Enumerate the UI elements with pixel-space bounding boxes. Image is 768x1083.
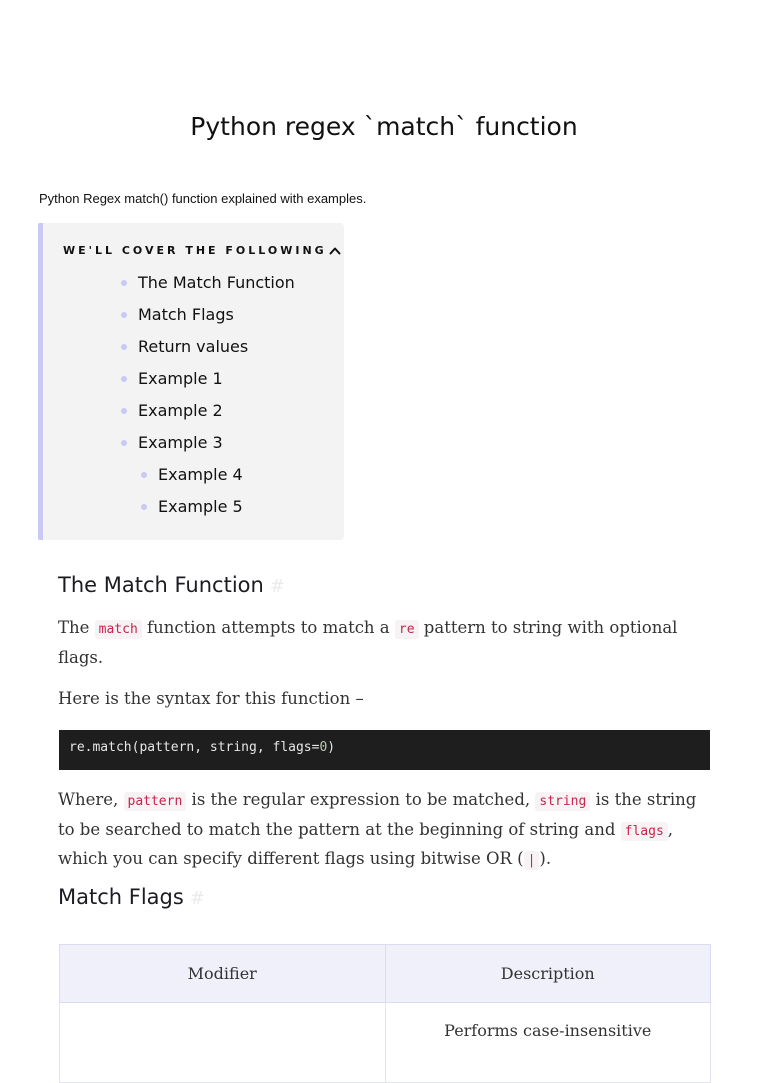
code-text: re.match(pattern, string, flags= <box>69 740 320 755</box>
text: function attempts to match a <box>141 618 395 637</box>
bullet-icon <box>121 376 127 382</box>
chevron-up-icon <box>329 245 341 257</box>
code-block[interactable] <box>59 730 710 770</box>
bullet-icon <box>121 440 127 446</box>
bullet-icon <box>121 312 127 318</box>
toc-item-example-5[interactable] <box>141 497 243 516</box>
bullet-icon <box>121 344 127 350</box>
inline-code-pattern: pattern <box>124 792 187 811</box>
toc-item-match-flags[interactable] <box>121 305 234 324</box>
text: The <box>58 618 95 637</box>
toc-item-label: Match Flags <box>138 305 234 324</box>
toc-item-label: Example 4 <box>158 465 243 484</box>
anchor-link[interactable]: # <box>189 888 205 909</box>
toc-item-the-match-function[interactable] <box>121 273 295 292</box>
toc-item-label: The Match Function <box>138 273 295 292</box>
text: pattern to string with optional flags. <box>58 618 678 667</box>
inline-code-re: re <box>395 620 419 639</box>
column-header-description: Description <box>385 945 711 1003</box>
flags-table <box>59 944 711 1083</box>
inline-code-string: string <box>535 792 590 811</box>
toc-item-return-values[interactable] <box>121 337 248 356</box>
code-text-end: ) <box>327 740 336 755</box>
bullet-icon <box>141 504 147 510</box>
where-paragraph <box>58 786 710 875</box>
toc-toggle[interactable] <box>63 244 341 257</box>
section-heading-match-flags <box>58 885 205 909</box>
toc-item-label: Example 1 <box>138 369 223 388</box>
inline-code-flags: flags <box>621 822 668 841</box>
toc-item-label: Example 5 <box>158 497 243 516</box>
inline-code-match: match <box>95 620 142 639</box>
inline-code-pipe: | <box>524 851 540 870</box>
table-cell-description: Performs case-insensitive <box>385 1003 711 1083</box>
text: Where, <box>58 790 124 809</box>
bullet-icon <box>121 408 127 414</box>
match-intro-paragraph <box>58 614 710 671</box>
text: is the string to be searched to match the pattern at the beginning of string and <box>58 790 697 839</box>
toc-header-label: WE'LL COVER THE FOLLOWING <box>63 244 327 257</box>
section-heading-match-function <box>58 573 285 597</box>
table-of-contents <box>38 223 344 540</box>
column-header-modifier: Modifier <box>60 945 386 1003</box>
text: , which you can specify different flags using bitwise OR ( <box>58 819 674 868</box>
toc-item-example-4[interactable] <box>141 465 243 484</box>
syntax-intro-paragraph: Here is the syntax for this function – <box>58 689 364 708</box>
toc-item-example-2[interactable] <box>121 401 223 420</box>
bullet-icon <box>121 280 127 286</box>
toc-item-label: Example 3 <box>138 433 223 452</box>
bullet-icon <box>141 472 147 478</box>
code-number: 0 <box>319 740 328 755</box>
page-title: Python regex `match` function <box>190 112 578 141</box>
page-description: Python Regex match() function explained with examples. <box>39 191 367 206</box>
section-heading-label: The Match Function <box>58 573 264 597</box>
table-cell-modifier <box>60 1003 386 1083</box>
toc-item-label: Return values <box>138 337 249 356</box>
toc-item-example-1[interactable] <box>121 369 223 388</box>
text: is the regular expression to be matched, <box>186 790 536 809</box>
toc-item-example-3[interactable] <box>121 433 223 452</box>
text: ). <box>539 849 552 868</box>
table-header-row <box>60 945 711 1003</box>
anchor-link[interactable]: # <box>269 576 285 597</box>
table-row <box>60 1003 711 1083</box>
toc-item-label: Example 2 <box>138 401 223 420</box>
section-heading-label: Match Flags <box>58 885 184 909</box>
